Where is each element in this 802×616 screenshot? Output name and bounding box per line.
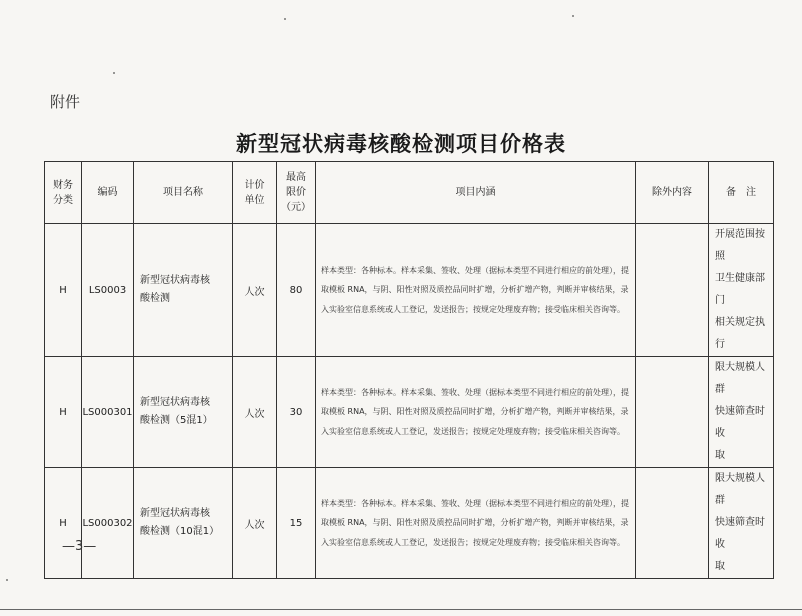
scan-speck — [572, 15, 574, 17]
cell-unit: 人次 — [233, 468, 277, 579]
cell-category: H — [45, 357, 82, 468]
cell-category: H — [45, 224, 82, 357]
cell-name: 新型冠状病毒核 酸检测（5混1） — [134, 357, 233, 468]
cell-name: 新型冠状病毒核 酸检测 — [134, 224, 233, 357]
cell-excluded — [636, 468, 709, 579]
cell-remarks: 限大规模人群 快速筛查时收 取 — [709, 468, 774, 579]
table-row — [45, 468, 774, 579]
table-row — [45, 224, 774, 357]
cell-excluded — [636, 357, 709, 468]
header-excluded: 除外内容 — [636, 162, 709, 224]
header-unit: 计价 单位 — [233, 162, 277, 224]
cell-price: 80 — [277, 224, 316, 357]
table-header-row — [45, 162, 774, 224]
cell-unit: 人次 — [233, 224, 277, 357]
cell-excluded — [636, 224, 709, 357]
header-name: 项目名称 — [134, 162, 233, 224]
header-content: 项目内涵 — [316, 162, 636, 224]
header-code: 编码 — [82, 162, 134, 224]
header-remarks: 备 注 — [709, 162, 774, 224]
page-title: 新型冠状病毒核酸检测项目价格表 — [236, 131, 566, 156]
page-bottom-edge — [0, 609, 802, 610]
cell-unit: 人次 — [233, 357, 277, 468]
header-price: 最高 限价 （元） — [277, 162, 316, 224]
cell-price: 30 — [277, 357, 316, 468]
cell-price: 15 — [277, 468, 316, 579]
cell-remarks: 限大规模人群 快速筛查时收 取 — [709, 357, 774, 468]
annex-label: 附件 — [50, 93, 81, 111]
price-table — [44, 161, 774, 579]
cell-remarks: 开展范围按照 卫生健康部门 相关规定执行 — [709, 224, 774, 357]
cell-content: 样本类型：各种标本。样本采集、签收、处理（据标本类型不同进行相应的前处理），提取模板 RNA，与阴、阳性对照及质控品同时扩增，分析扩增产物，判断并审核结果，录入实验室信息系统或人工登记，发送报告；按规定处理废弃物；接受临床相关咨询等。 — [316, 468, 636, 579]
cell-content: 样本类型：各种标本。样本采集、签收、处理（据标本类型不同进行相应的前处理），提取模板 RNA，与阴、阳性对照及质控品同时扩增，分析扩增产物，判断并审核结果，录入实验室信息系统或人工登记，发送报告；按规定处理废弃物；接受临床相关咨询等。 — [316, 224, 636, 357]
cell-name: 新型冠状病毒核 酸检测（10混1） — [134, 468, 233, 579]
table-row — [45, 357, 774, 468]
cell-category: H — [45, 468, 82, 579]
cell-code: LS0003 — [82, 224, 134, 357]
scan-speck — [6, 579, 8, 581]
scan-speck — [113, 72, 115, 74]
scan-speck — [284, 18, 286, 20]
cell-code: LS000302 — [82, 468, 134, 579]
header-category: 财务 分类 — [45, 162, 82, 224]
cell-code: LS000301 — [82, 357, 134, 468]
cell-content: 样本类型：各种标本。样本采集、签收、处理（据标本类型不同进行相应的前处理），提取模板 RNA，与阴、阳性对照及质控品同时扩增，分析扩增产物，判断并审核结果，录入实验室信息系统或人工登记，发送报告；按规定处理废弃物；接受临床相关咨询等。 — [316, 357, 636, 468]
page-number: —3— — [62, 539, 97, 554]
